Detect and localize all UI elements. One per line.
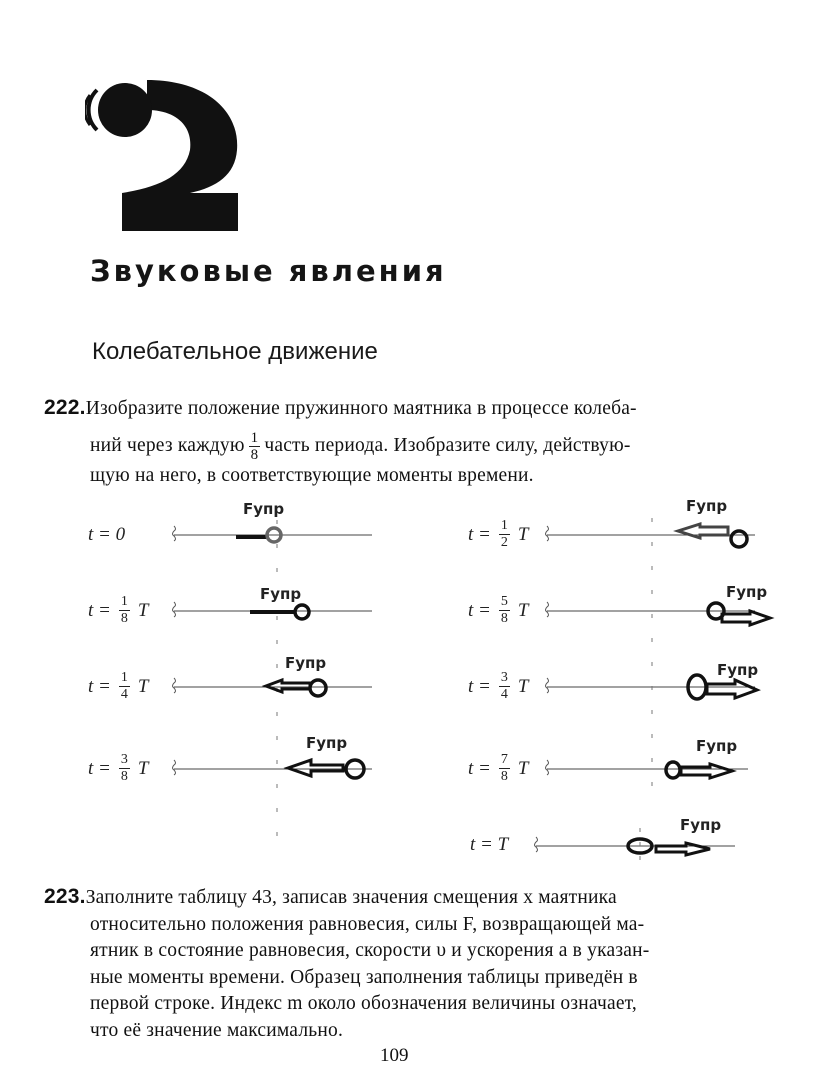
time-label [468, 752, 528, 785]
task-text: ные моменты времени. Образец заполнения таблицы приведён в [90, 966, 638, 988]
time-label [468, 670, 528, 703]
period-symbol: T [137, 675, 149, 697]
task-text: ятник в состояние равновесия, скорости υ и ускорения a в указан- [90, 940, 650, 961]
task-223 [44, 884, 764, 1044]
task-text: ний через каждую [90, 434, 245, 456]
period-symbol: T [517, 675, 529, 697]
task-text: Заполните таблицу 43, записав значения смещения x маятника [85, 887, 617, 908]
pendulum-ball [295, 605, 309, 619]
period-symbol: T [517, 757, 529, 779]
time-label [470, 834, 508, 856]
task-number: 222. [44, 396, 86, 419]
chapter-title: Звуковые явления [90, 254, 447, 288]
force-label: Fупр [306, 734, 348, 752]
denominator: 4 [500, 687, 508, 702]
task-text: относительно положения равновесия, силы F, возвращающей ма- [90, 913, 645, 935]
time-prefix: t = [468, 523, 491, 545]
denominator: 8 [500, 769, 508, 784]
task-number: 223. [44, 885, 86, 908]
page-number: 109 [380, 1045, 409, 1066]
time-prefix: t = [88, 599, 111, 621]
fraction [119, 670, 130, 703]
time-prefix: t = [468, 757, 491, 779]
force-label: Fупр [243, 500, 285, 518]
pendulum-ball [731, 531, 747, 547]
time-label [468, 594, 528, 627]
numerator: 1 [120, 594, 128, 609]
period-symbol: T [517, 523, 529, 545]
time-prefix: t = [468, 599, 491, 621]
fraction [499, 752, 510, 785]
force-label: Fупр [726, 583, 768, 601]
force-arrow [722, 611, 770, 625]
denominator: 8 [500, 611, 508, 626]
denominator: 4 [120, 687, 128, 702]
fraction [499, 670, 510, 703]
numerator: 5 [500, 594, 508, 609]
force-label: Fупр [686, 497, 728, 515]
denominator: 8 [120, 611, 128, 626]
force-arrow [678, 524, 728, 538]
force-arrow [288, 760, 343, 776]
section-title: Колебательное движение [92, 338, 378, 365]
force-arrow [266, 680, 310, 692]
time-label [88, 524, 125, 546]
time-prefix: t = 0 [88, 524, 126, 545]
force-arrow [707, 680, 757, 698]
force-arrow [681, 764, 732, 778]
fraction [499, 518, 510, 551]
numerator: 3 [120, 752, 128, 767]
force-label: Fупр [285, 654, 327, 672]
period-symbol: T [137, 757, 149, 779]
denominator: 8 [250, 447, 259, 463]
fraction [119, 594, 130, 627]
force-arrow [656, 843, 710, 855]
pendulum-ball [666, 762, 680, 778]
force-label: Fупр [260, 585, 302, 603]
time-label [88, 594, 148, 627]
denominator: 2 [500, 535, 508, 550]
numerator: 1 [250, 430, 259, 446]
time-label [88, 752, 148, 785]
numerator: 7 [500, 752, 508, 767]
force-label: Fупр [717, 661, 759, 679]
time-prefix: t = T [470, 834, 509, 855]
task-text: первой строке. Индекс m около обозначения величины означает, [90, 993, 638, 1014]
time-prefix: t = [468, 675, 491, 697]
numerator: 1 [120, 670, 128, 685]
fraction [499, 594, 510, 627]
task-text: щую на него, в соответствующие моменты времени. [90, 465, 534, 486]
period-symbol: T [517, 599, 529, 621]
denominator: 8 [120, 769, 128, 784]
period-symbol: T [137, 599, 149, 621]
pendulum-ball [310, 680, 326, 696]
task-text: часть периода. Изобразите силу, действую- [264, 434, 631, 456]
force-label: Fупр [696, 737, 738, 755]
numerator: 3 [500, 670, 508, 685]
time-label [468, 518, 528, 551]
fraction [119, 752, 130, 785]
force-label: Fупр [680, 816, 722, 834]
time-prefix: t = [88, 757, 111, 779]
time-prefix: t = [88, 675, 111, 697]
task-text: что её значение максимально. [90, 1019, 344, 1041]
task-text: Изобразите положение пружинного маятника в процессе колеба- [85, 398, 637, 419]
numerator: 1 [500, 518, 508, 533]
time-label [88, 670, 148, 703]
